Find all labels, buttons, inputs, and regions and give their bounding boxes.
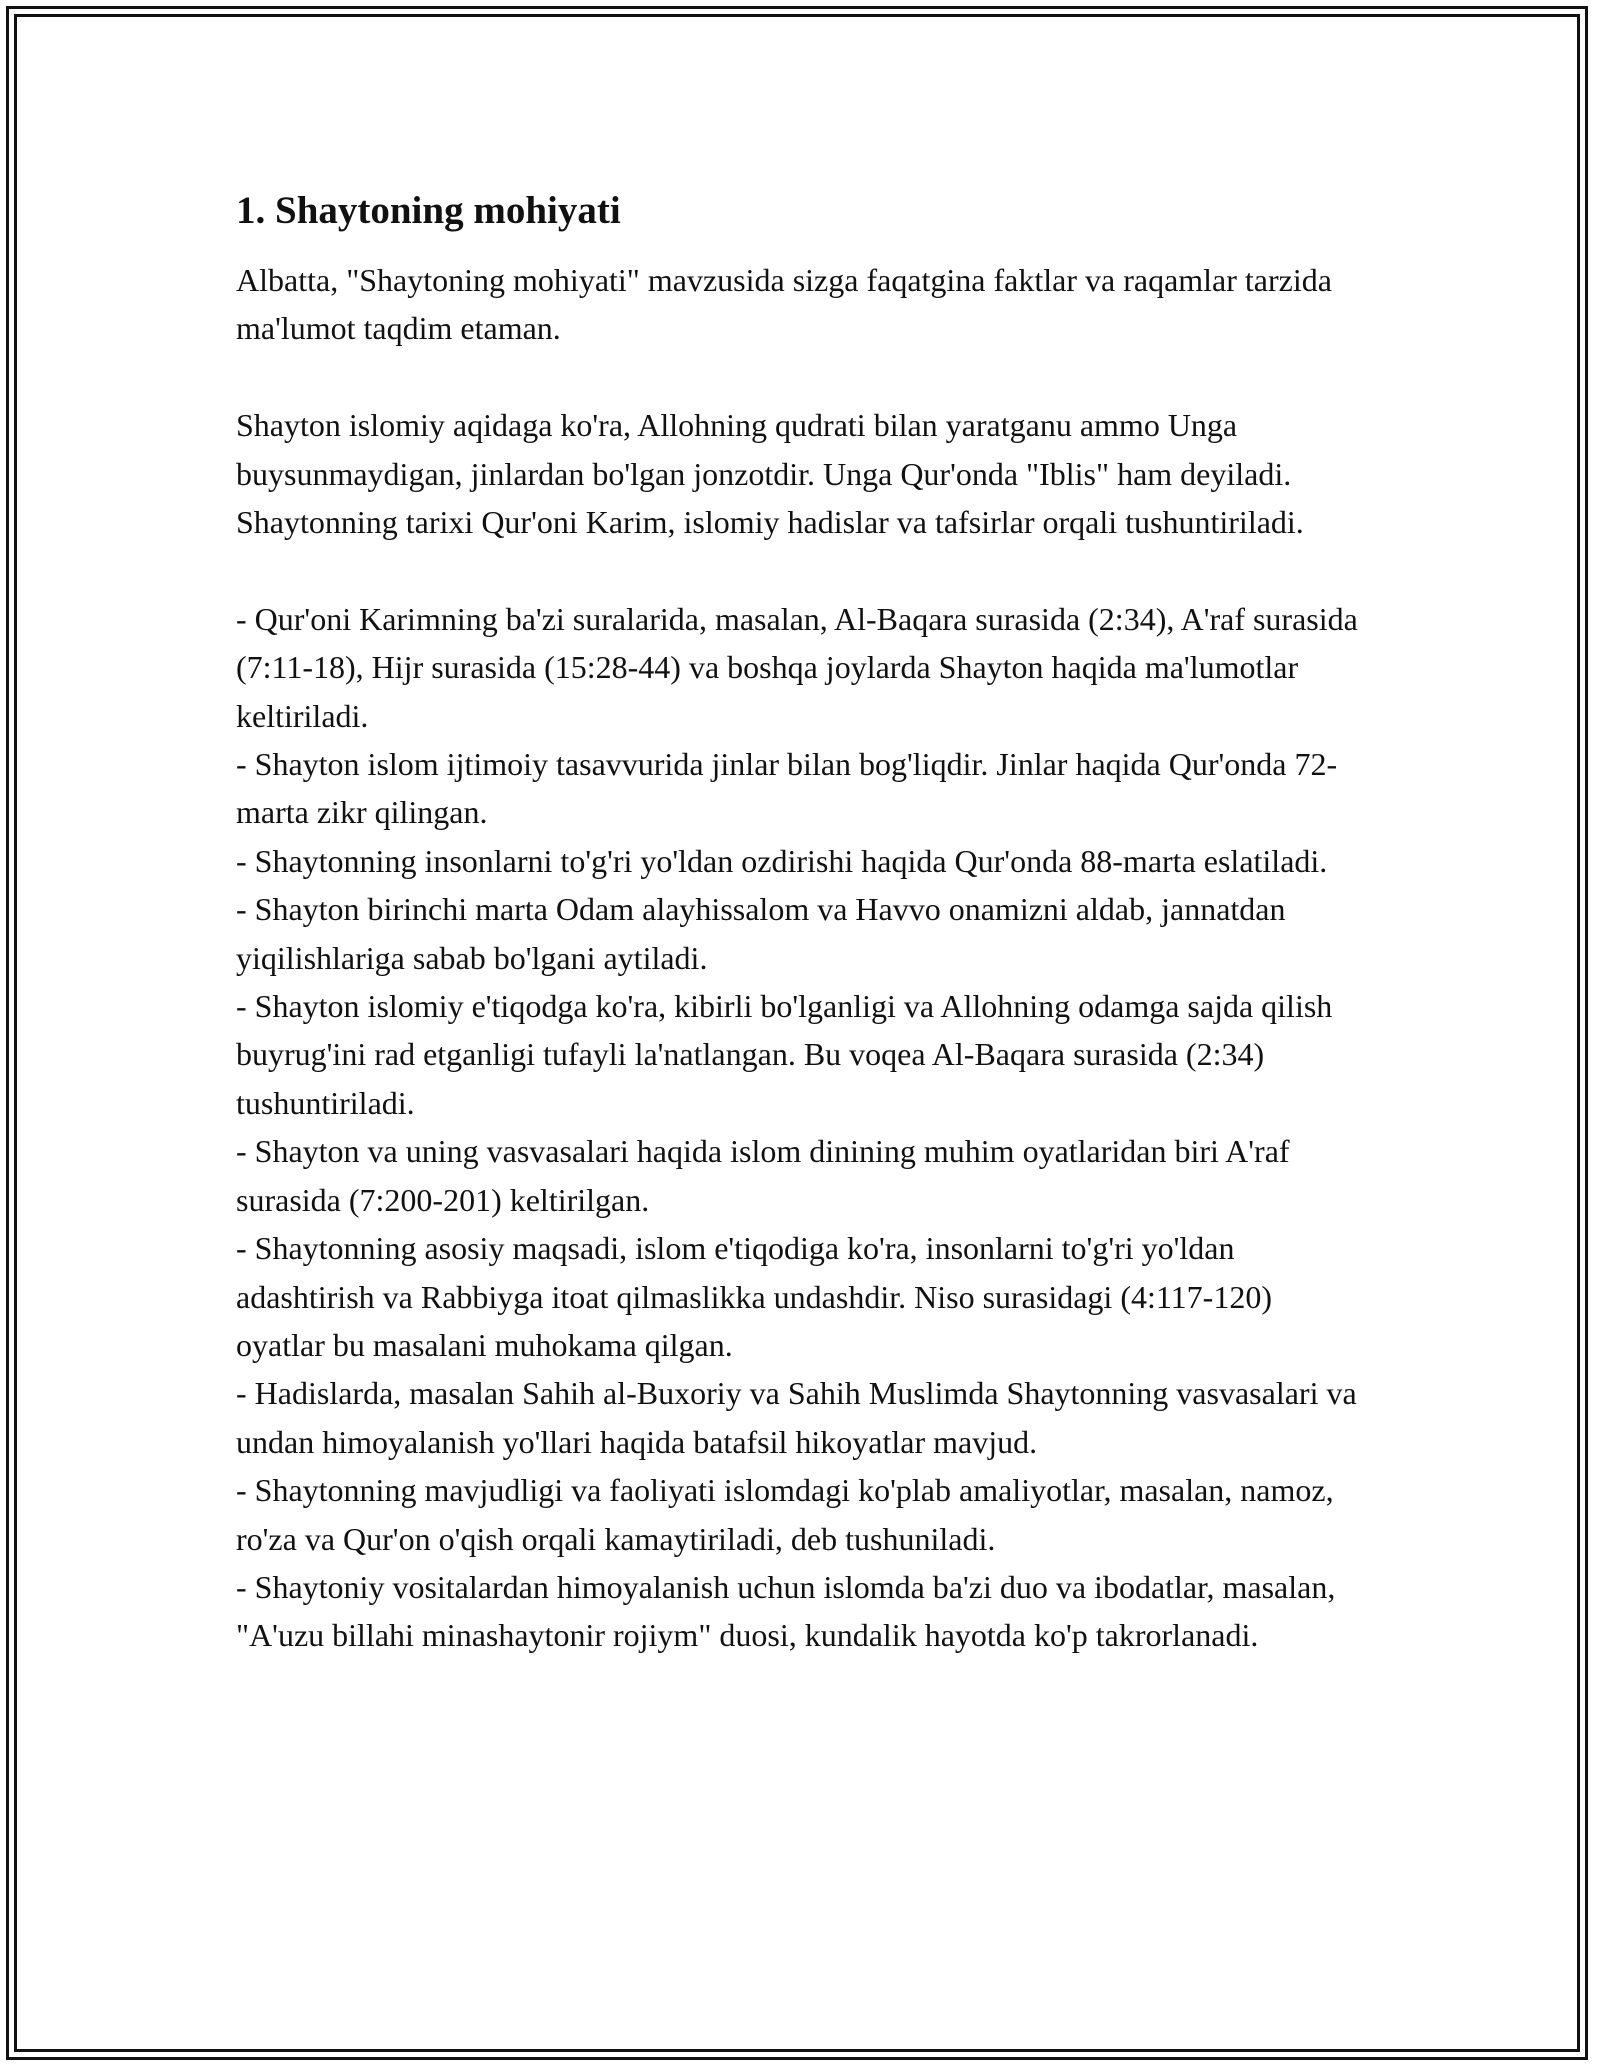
list-item: - Shayton va uning vasvasalari haqida islom dinining muhim oyatlaridan biri A'raf surasida (7:200-201) keltirilgan. (236, 1133, 1290, 1218)
intro-paragraph: Albatta, "Shaytoning mohiyati" mavzusida sizga faqatgina faktlar va raqamlar tarzida ma'lumot taqdim etaman. (236, 262, 1332, 347)
list-item: - Shayton islom ijtimoiy tasavvurida jinlar bilan bog'liqdir. Jinlar haqida Qur'onda 72-marta zikr qilingan. (236, 746, 1338, 831)
list-item: - Shayton islomiy e'tiqodga ko'ra, kibirli bo'lganligi va Allohning odamga sajda qilish buyrug'ini rad etganligi tufayli la'natlangan. Bu voqea Al-Baqara surasida (2:34) tushuntiriladi. (236, 988, 1333, 1121)
fact-list (236, 595, 1366, 1660)
list-item: - Shaytoniy vositalardan himoyalanish uchun islomda ba'zi duo va ibodatlar, masalan, "A'uzu billahi minashaytonir rojiym" duosi, kundalik hayotda ko'p takrorlanadi. (236, 1568, 1336, 1654)
list-item: - Shaytonning mavjudligi va faoliyati islomdagi ko'plab amaliyotlar, masalan, namoz, ro'za va Qur'on o'qish orqali kamaytiriladi, deb tushuniladi. (236, 1472, 1334, 1557)
list-item: - Shayton birinchi marta Odam alayhissalom va Havvo onamizni aldab, jannatdan yiqilishlariga sabab bo'lgani aytiladi. (236, 891, 1286, 976)
list-item: - Hadislarda, masalan Sahih al-Buxoriy va Sahih Muslimda Shaytonning vasvasalari va undan himoyalanish yo'llari haqida batafsil hikoyatlar mavjud. (236, 1375, 1357, 1460)
list-item: - Shaytonning insonlarni to'g'ri yo'ldan ozdirishi haqida Qur'onda 88-marta eslatiladi. (236, 842, 1328, 879)
document-body (236, 186, 1366, 1660)
list-item: - Shaytonning asosiy maqsadi, islom e'tiqodiga ko'ra, insonlarni to'g'ri yo'ldan adashtirish va Rabbiyga itoat qilmaslikka undashdir. Niso surasidagi (4:117-120) oyatlar bu masalani muhokama qilgan. (236, 1230, 1272, 1363)
definition-paragraph: Shayton islomiy aqidaga ko'ra, Allohning qudrati bilan yaratganu ammo Unga buysunmaydigan, jinlardan bo'lgan jonzotdir. Unga Qur'onda "Iblis" ham deyiladi. Shaytonning tarixi Qur'oni Karim, islomiy hadislar va tafsirlar orqali tushuntiriladi. (236, 407, 1304, 541)
section-heading: 1. Shaytoning mohiyati (236, 189, 621, 232)
list-item: - Qur'oni Karimning ba'zi suralarida, masalan, Al-Baqara surasida (2:34), A'raf surasida (7:11-18), Hijr surasida (15:28-44) va boshqa joylarda Shayton haqida ma'lumotlar keltiriladi. (236, 600, 1358, 734)
